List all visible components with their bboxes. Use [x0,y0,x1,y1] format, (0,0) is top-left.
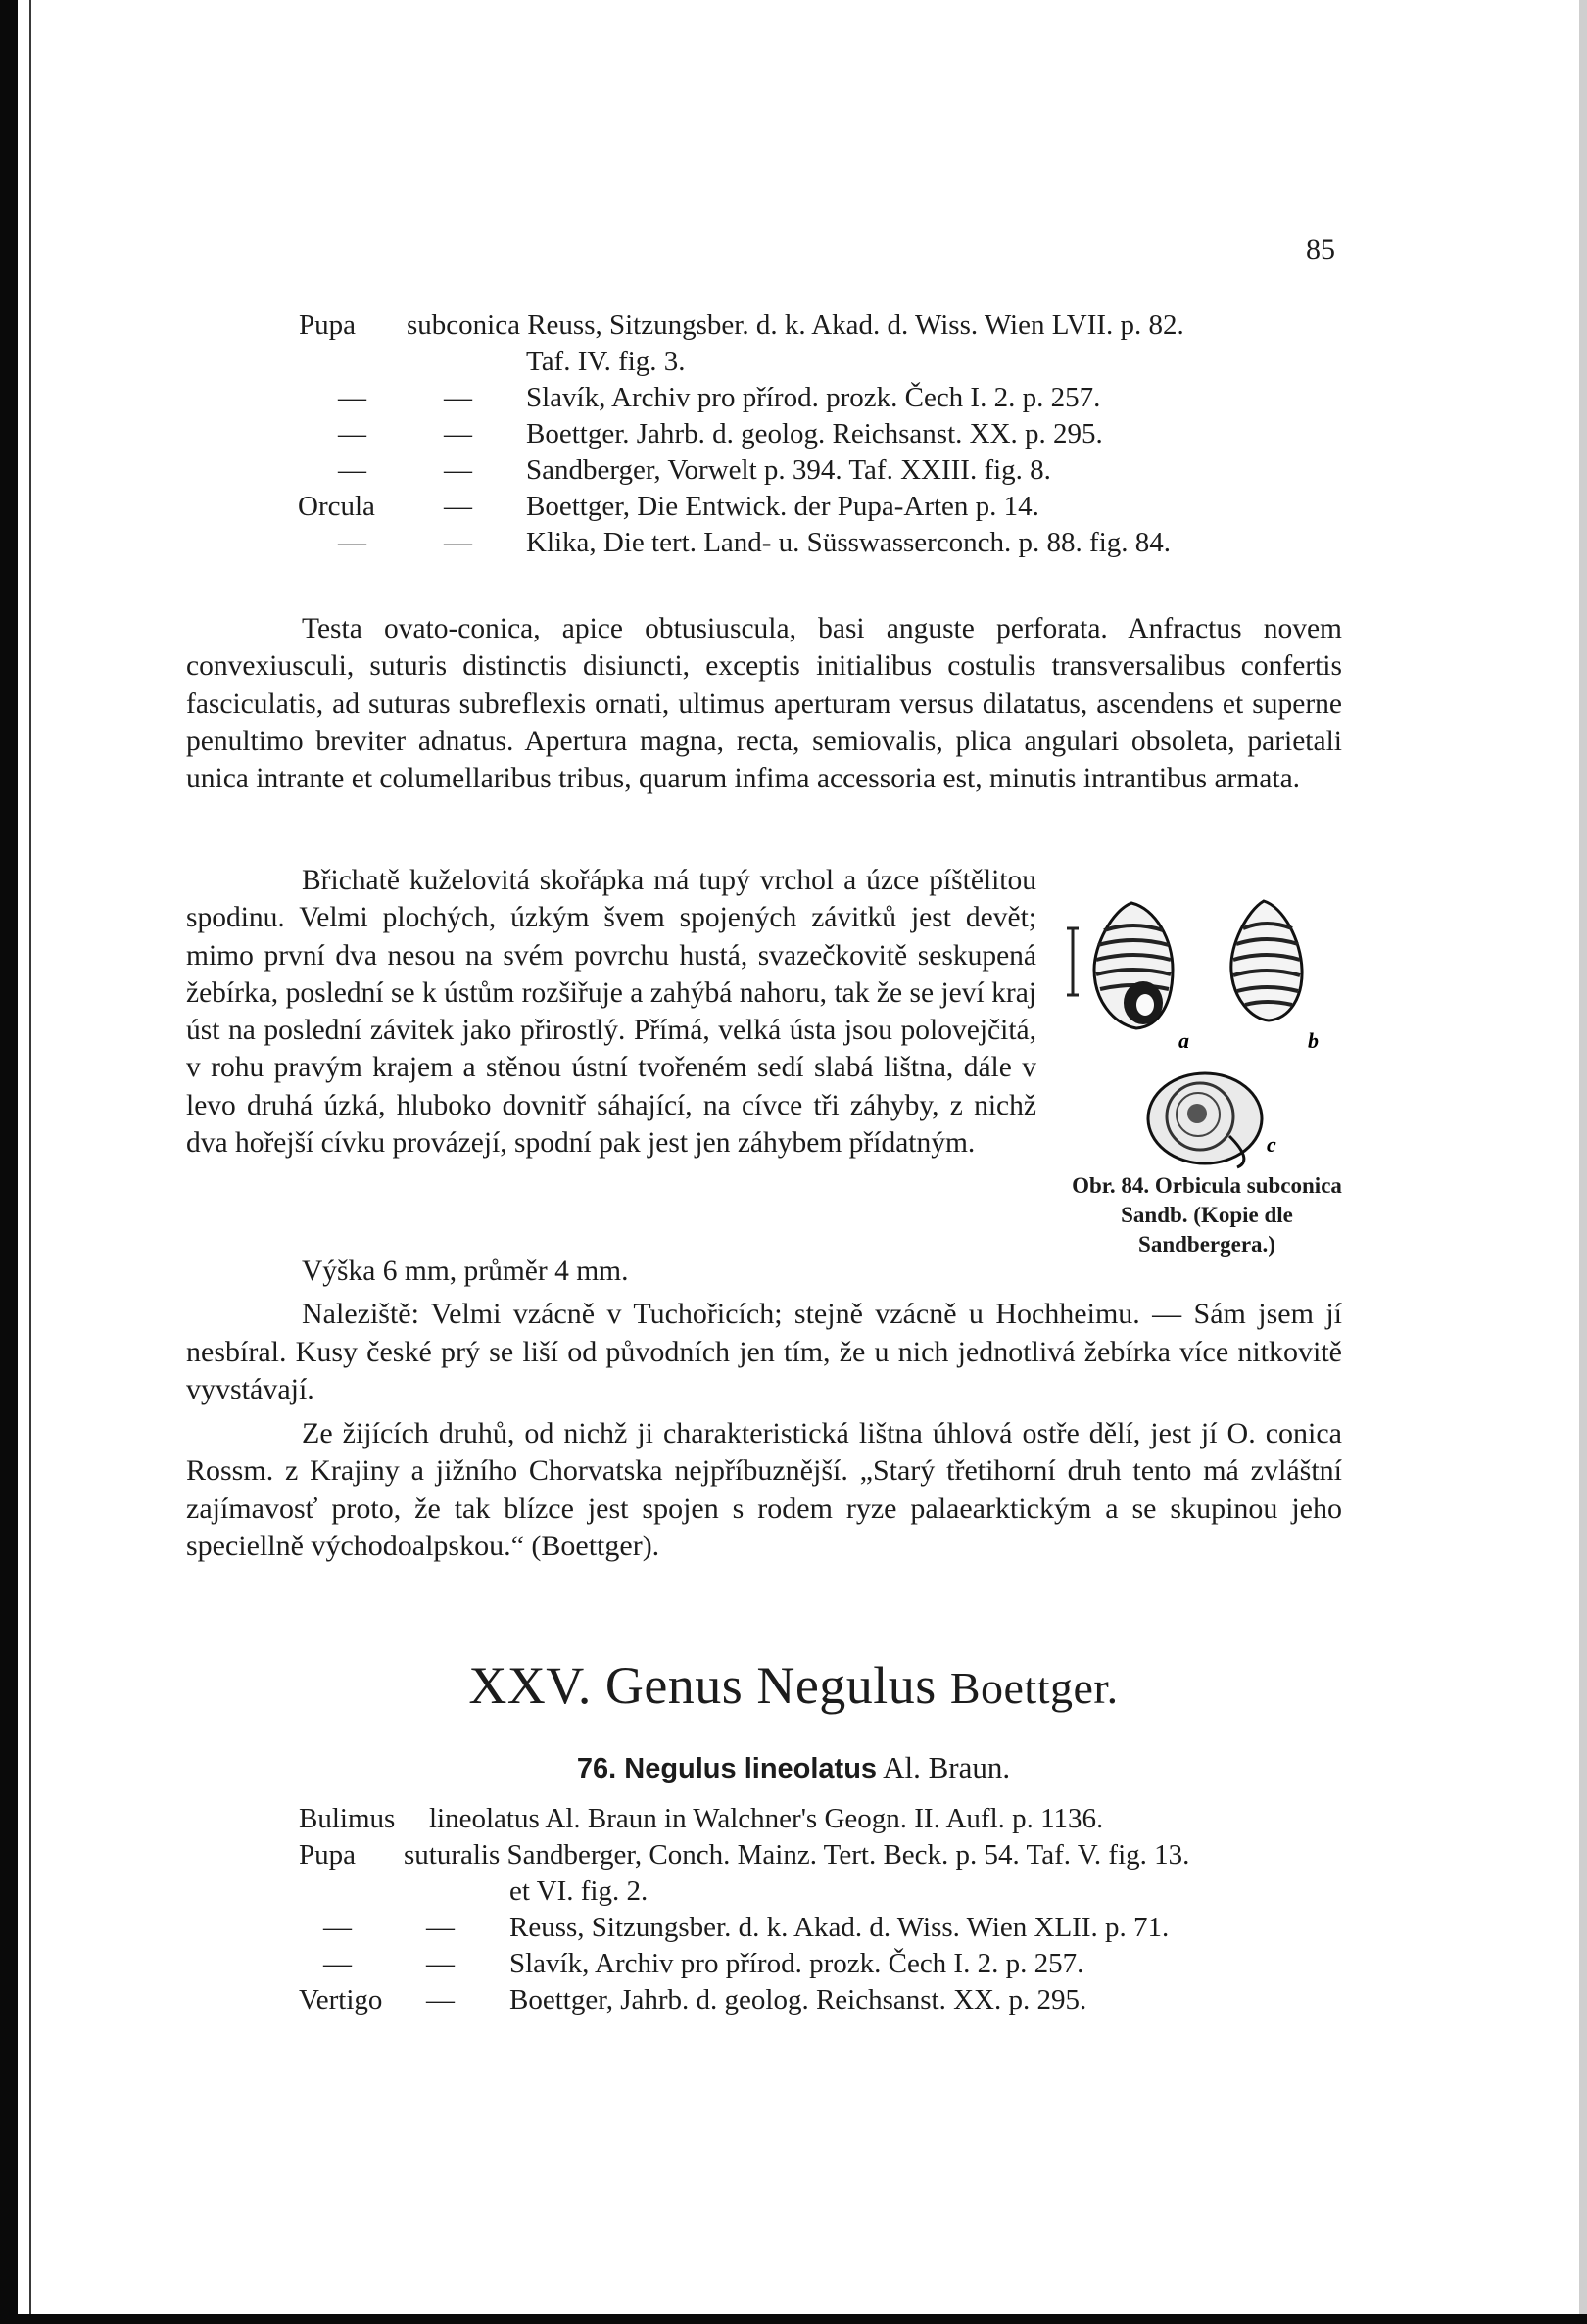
figure-label-c: c [1267,1132,1276,1157]
species-author: Al. Braun. [883,1750,1011,1784]
scan-edge-right [1579,0,1587,2324]
synonymy-genus: Pupa [299,1839,356,1871]
synonymy-text: Slavík, Archiv pro přírod. prozk. Čech I. 2. p. 257. [526,382,1101,413]
ditto-dash: — [444,527,472,558]
figure-label-b: b [1308,1028,1319,1053]
main-text-continued [186,1296,1342,1572]
ditto-dash: — [444,491,472,522]
ditto-dash: — [338,527,366,558]
synonymy-text: suturalis Sandberger, Conch. Mainz. Tert. Beck. p. 54. Taf. V. fig. 13. [404,1839,1190,1871]
latin-paragraph: Testa ovato-conica, apice obtusiuscula, basi anguste perforata. Anfractus novem convexiusculi, suturis distinctis disiuncti, exceptis initialibus costulis transversalibus confertis fasciculatis, ad suturas subreflexis ornati, ultimus aperturam versus dilatatus, ascendens et superne penultimo breviter adnatus. Apertura magna, recta, semiovalis, plica angulari obsoleta, parietali unica intrante et columellaribus tribus, quarum infima accessoria est, minutis intrantibus armata. [186,613,1342,795]
ditto-dash: — [426,1948,455,1979]
page-number: 85 [1306,233,1335,265]
latin-description [186,610,1342,797]
synonymy-genus: Bulimus [299,1803,396,1834]
synonymy-text: Boettger. Jahrb. d. geolog. Reichsanst. XX. p. 295. [526,418,1103,450]
synonymy-text: et VI. fig. 2. [509,1875,649,1907]
ditto-dash: — [444,382,472,413]
relationship-paragraph: Ze žijících druhů, od nichž ji charakteristická lištna úhlová ostře dělí, jest jí O. conica Rossm. z Krajiny a jižního Chorvatska nejpříbuznější. „Starý třetihorní druh tento má zvláštní zajímavosť proto, že tak blízce jest spojen s rodem ryze palaearktickým a se skupinou jeho speciellně východoalpskou.“ (Boettger). [186,1416,1342,1562]
scan-edge-line [29,0,31,2324]
shell-c [1148,1073,1262,1167]
ditto-dash: — [426,1912,455,1943]
ditto-dash: — [323,1948,352,1979]
figure-caption: Obr. 84. Orbicula subconica Sandb. (Kopie dle Sandbergera.) [1072,1173,1342,1257]
czech-description [186,862,1036,1162]
ditto-dash: — [338,418,366,450]
ditto-dash: — [338,382,366,413]
ditto-dash: — [426,1984,455,2016]
ditto-dash: — [338,454,366,486]
synonymy-text: subconica Reuss, Sitzungsber. d. k. Akad. d. Wiss. Wien LVII. p. 82. [407,309,1184,341]
synonymy-text: Taf. IV. fig. 3. [526,346,686,377]
locality-paragraph: Naleziště: Velmi vzácně v Tuchořicích; stejně vzácně u Hochheimu. — Sám jsem jí nesbíral. Kusy české prý se liší od původních jen tím, že u nich jednotlivá žebírka více nitkovitě vyvstávají. [186,1298,1342,1405]
figure-label-a: a [1178,1028,1189,1053]
synonymy-text: Slavík, Archiv pro přírod. prozk. Čech I. 2. p. 257. [509,1948,1084,1979]
synonymy-genus: Vertigo [299,1984,383,2016]
genus-heading [0,1655,1587,1716]
synonymy-text: Boettger, Die Entwick. der Pupa-Arten p. 14. [526,491,1039,522]
scale-bar [1067,928,1079,995]
synonymy-text: Boettger, Jahrb. d. geolog. Reichsanst. XX. p. 295. [509,1984,1087,2016]
genus-title: XXV. Genus Negulus [468,1656,937,1715]
synonymy-text: lineolatus Al. Braun in Walchner's Geogn. II. Aufl. p. 1136. [429,1803,1104,1834]
synonymy-text: Sandberger, Vorwelt p. 394. Taf. XXIII. fig. 8. [526,454,1051,486]
scan-edge-bottom [0,2314,1587,2324]
synonymy-text: Reuss, Sitzungsber. d. k. Akad. d. Wiss. Wien XLII. p. 71. [509,1912,1170,1943]
shell-illustration [1063,891,1347,1175]
ditto-dash: — [444,418,472,450]
species-name: 76. Negulus lineolatus [576,1753,878,1784]
synonymy-text: Klika, Die tert. Land- u. Süsswasserconch. p. 88. fig. 84. [526,527,1172,558]
genus-author: Boettger. [949,1663,1119,1713]
height-diameter-line: Výška 6 mm, průměr 4 mm. [302,1256,629,1287]
shell-b [1231,901,1302,1020]
synonymy-genus: Pupa [299,309,356,341]
scan-edge-left [0,0,18,2324]
ditto-dash: — [323,1912,352,1943]
ditto-dash: — [444,454,472,486]
synonymy-genus: Orcula [298,491,375,522]
czech-paragraph: Břichatě kuželovitá skořápka má tupý vrchol a úzce píštělitou spodinu. Velmi plochých, úzkým švem spojených závitků jest devět; mimo první dva nesou na svém povrchu hustá, svazečkovitě seskupená žebírka, poslední se k ústům rozšiřuje a zahýbá nahoru, tak že se jeví kraj úst na poslední závitek jako přirostlý. Přímá, velká ústa jsou polovejčitá, v rohu pravým krajem a stěnou ústní tvořeném sedí slabá lištna, dále v levo druhá úzká, hluboko dovnitř sáhající, na cívce tři záhyby, z nichž dva hořejší cívku provázejí, spodní pak jest jen záhybem přídatným. [186,865,1036,1160]
species-heading [0,1750,1587,1785]
shell-a [1094,903,1173,1028]
